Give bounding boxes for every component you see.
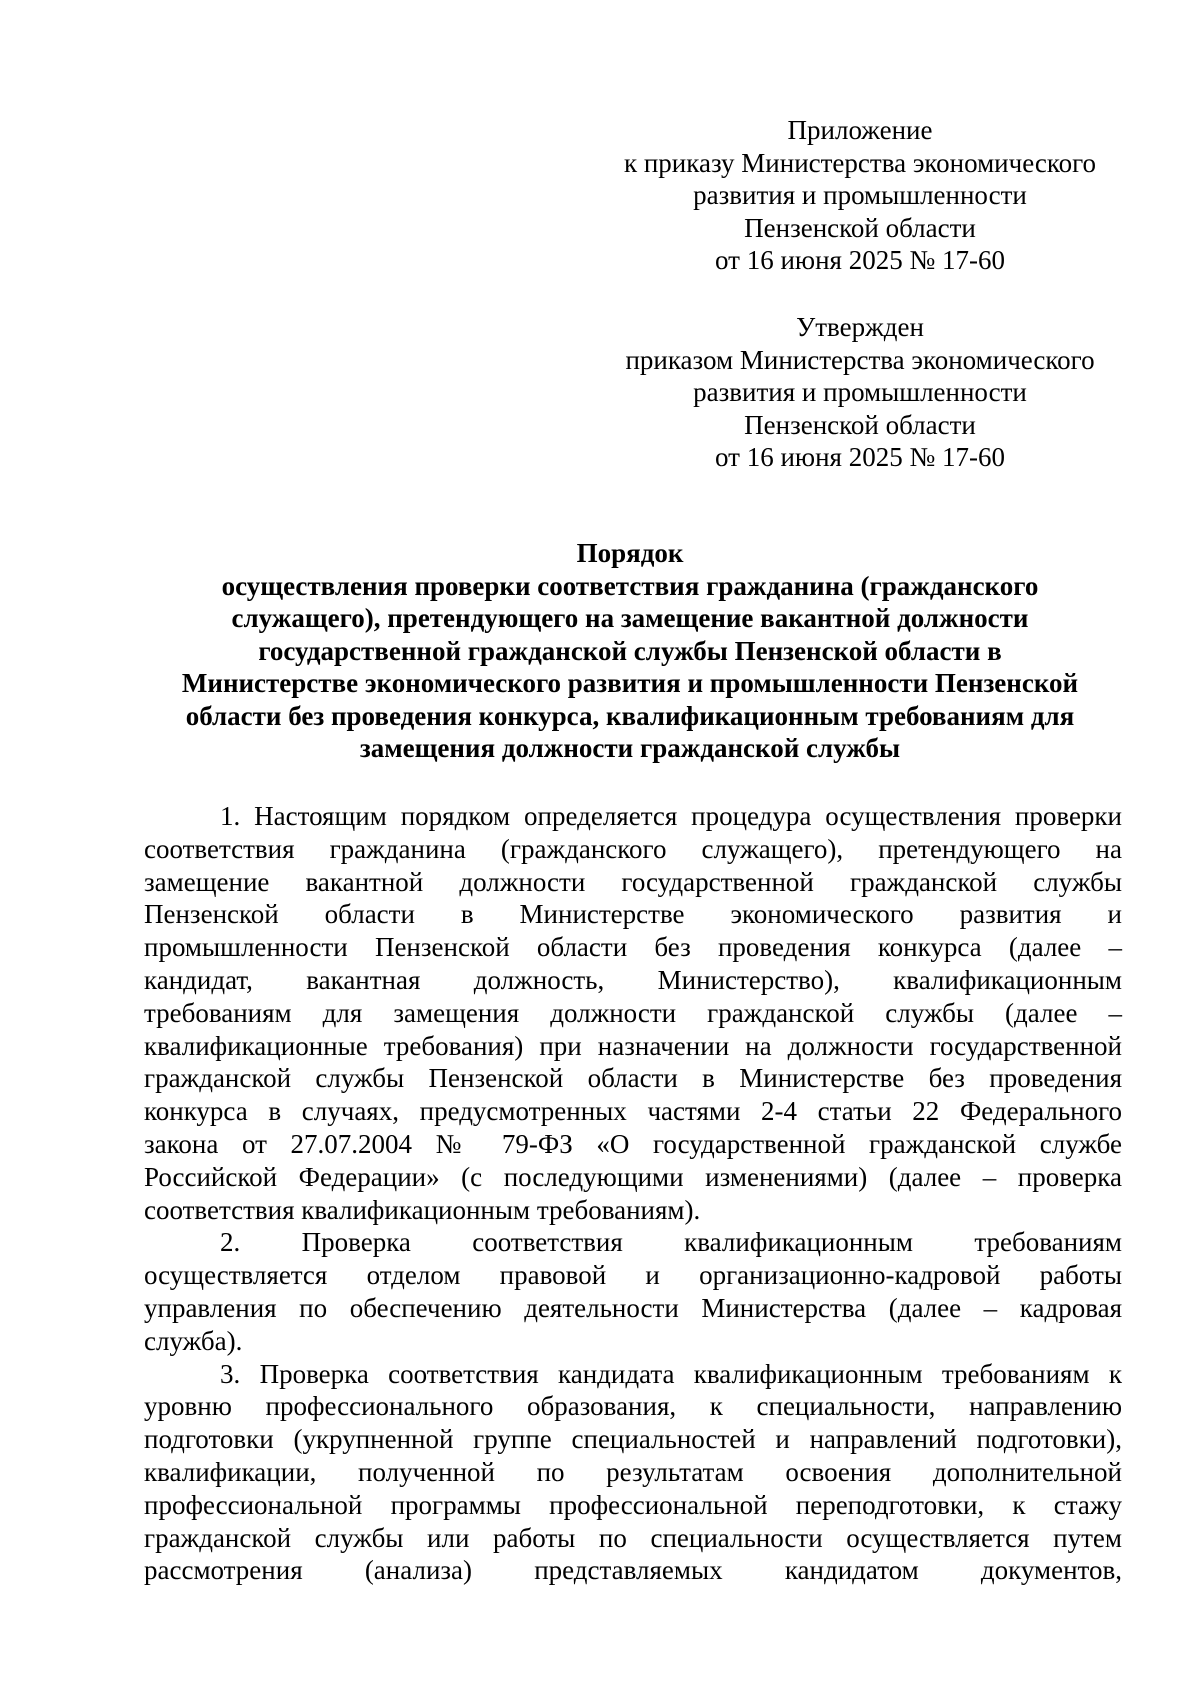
appendix-header	[580, 114, 1140, 277]
text-line: Российской Федерации» (с последующими изменениями) (далее – проверка	[144, 1161, 1122, 1192]
text-line: кандидат, вакантная должность, Министерство), квалификационным	[144, 964, 1122, 995]
text-line: 3. Проверка соответствия кандидата квалификационным требованиям к	[220, 1358, 1122, 1389]
title-line: служащего), претендующего на замещение вакантной должности	[231, 603, 1029, 633]
title-line: государственной гражданской службы Пензенской области в	[258, 635, 1002, 666]
approval-header	[580, 311, 1140, 474]
text-line: гражданской службы или работы по специальности осуществляется путем	[144, 1522, 1122, 1553]
title-line: осуществления проверки соответствия гражданина (гражданского	[221, 570, 1039, 601]
text-line: уровню профессионального образования, к специальности, направлению	[144, 1391, 1122, 1422]
text-line: замещение вакантной должности государственной гражданской службы	[144, 866, 1122, 897]
appendix-order-reference: к приказу Министерства экономического	[623, 147, 1096, 178]
approval-order-date: от 16 июня 2025 № 17-60	[715, 442, 1005, 472]
text-line: соответствия гражданина (гражданского служащего), претендующего на	[144, 833, 1122, 864]
title-line: Порядок	[576, 538, 684, 568]
text-line: гражданской службы Пензенской области в Министерстве без проведения	[144, 1063, 1122, 1094]
appendix-order-date: от 16 июня 2025 № 17-60	[715, 245, 1005, 275]
text-line: 1. Настоящим порядком определяется процедура осуществления проверки	[220, 801, 1122, 831]
appendix-ministry-name: развития и промышленности	[693, 180, 1027, 210]
approval-order-reference: приказом Министерства экономического	[625, 344, 1095, 375]
approval-title: Утвержден	[796, 312, 924, 342]
title-line: Министерстве экономического развития и промышленности Пензенской	[181, 668, 1079, 698]
text-line: служба).	[144, 1325, 243, 1356]
paragraph-3	[144, 1358, 1122, 1588]
text-line: закона от 27.07.2004 № 79-ФЗ «О государственной гражданской службе	[144, 1128, 1122, 1159]
appendix-title: Приложение	[787, 115, 933, 145]
text-line: квалификации, полученной по результатам освоения дополнительной	[144, 1456, 1122, 1487]
paragraph-1	[144, 800, 1122, 1226]
text-line: соответствия квалификационным требованиям).	[144, 1194, 701, 1225]
text-line: требованиям для замещения должности гражданской службы (далее –	[144, 997, 1122, 1028]
title-line: замещения должности гражданской службы	[359, 733, 901, 763]
text-line: управления по обеспечению деятельности Министерства (далее – кадровая	[144, 1292, 1122, 1323]
text-line: профессиональной программы профессиональной переподготовки, к стажу	[144, 1489, 1122, 1520]
appendix-region: Пензенской области	[744, 212, 976, 243]
text-line: рассмотрения (анализа) представляемых кандидатом документов,	[144, 1555, 1122, 1586]
approval-ministry-name: развития и промышленности	[693, 377, 1027, 407]
text-line: промышленности Пензенской области без проведения конкурса (далее –	[144, 932, 1122, 963]
document-body	[144, 800, 1122, 1587]
text-line: квалификационные требования) при назначении на должности государственной	[144, 1030, 1122, 1061]
text-line: 2. Проверка соответствия квалификационным требованиям	[220, 1227, 1122, 1258]
text-line: конкурса в случаях, предусмотренных частями 2-4 статьи 22 Федерального	[144, 1096, 1122, 1127]
text-line: осуществляется отделом правовой и организационно-кадровой работы	[144, 1260, 1122, 1291]
title-line: области без проведения конкурса, квалификационным требованиям для	[185, 700, 1075, 731]
text-line: Пензенской области в Министерстве экономического развития и	[144, 899, 1122, 930]
paragraph-2	[144, 1226, 1122, 1357]
document-title	[140, 537, 1120, 765]
text-line: подготовки (укрупненной группе специальностей и направлений подготовки),	[144, 1424, 1122, 1455]
approval-region: Пензенской области	[744, 409, 976, 440]
